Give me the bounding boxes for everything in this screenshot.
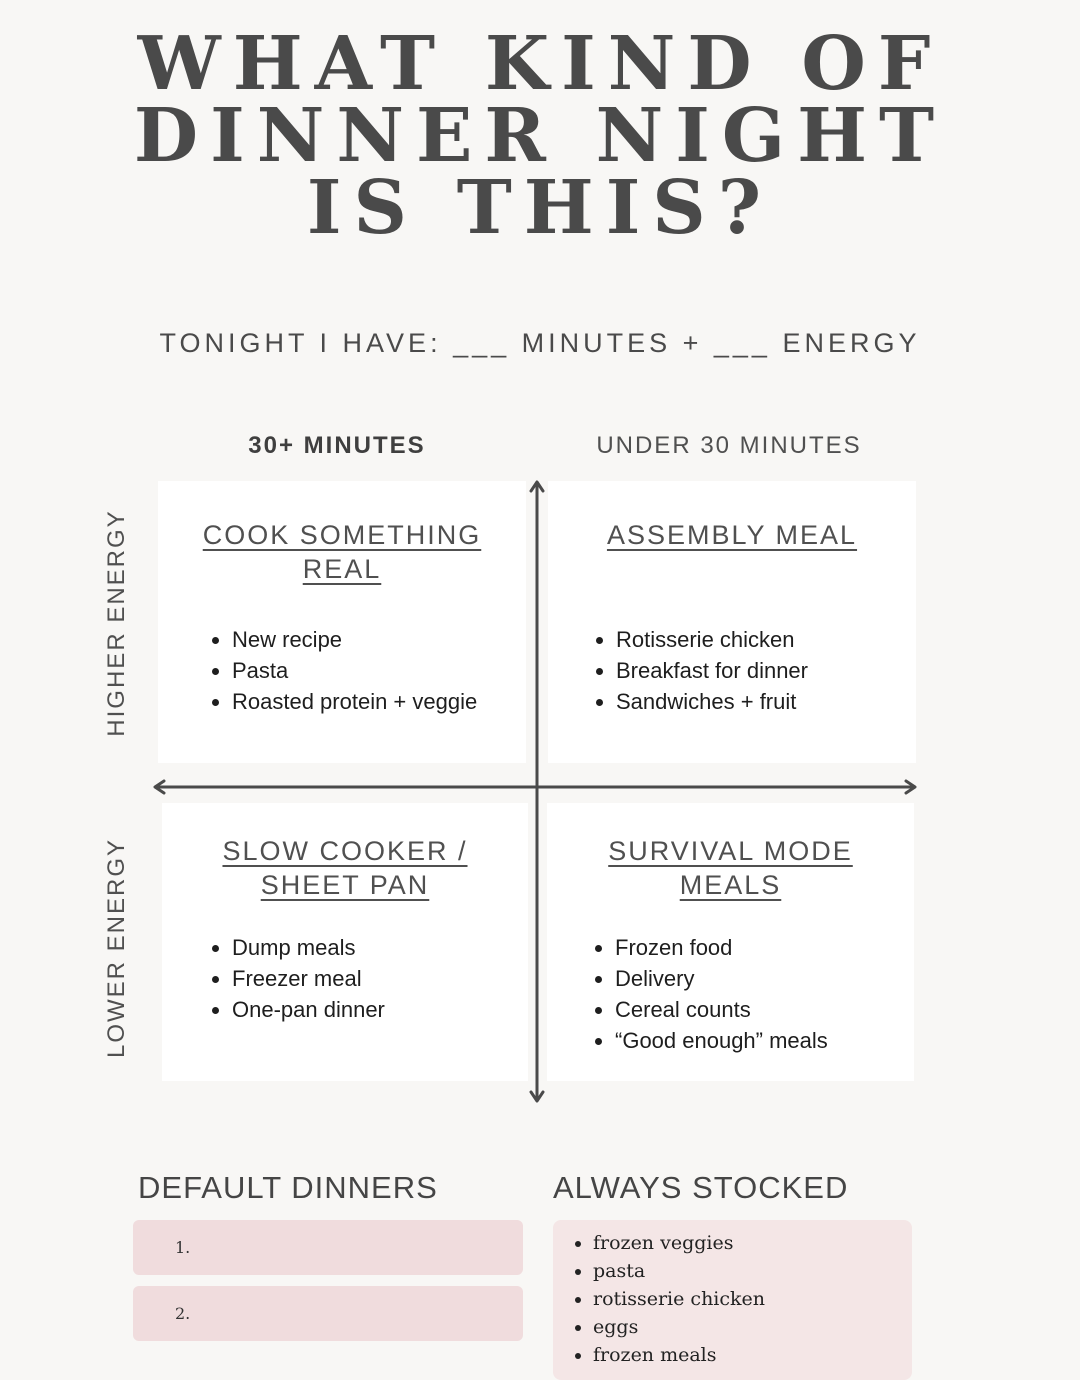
slot-number: 2. — [175, 1304, 191, 1323]
list-item: • Cereal counts — [615, 994, 914, 1025]
quadrant-title-line: SLOW COOKER / — [222, 836, 468, 866]
list-item: • Sandwiches + fruit — [616, 686, 916, 717]
list-item: • pasta — [593, 1257, 912, 1285]
stocked-list — [553, 1229, 912, 1369]
column-label-under-30: UNDER 30 MINUTES — [596, 432, 862, 459]
quadrant-title-line: REAL — [302, 554, 382, 584]
list-item: • frozen meals — [593, 1341, 912, 1369]
list-item: • frozen veggies — [593, 1229, 912, 1257]
list-item: • rotisserie chicken — [593, 1285, 912, 1313]
row-label-lower-energy: LOWER ENERGY — [103, 837, 130, 1059]
list-item: • New recipe — [232, 624, 526, 655]
always-stocked-panel — [553, 1220, 912, 1380]
default-dinner-slot-1[interactable] — [133, 1220, 523, 1275]
list-item: • eggs — [593, 1313, 912, 1341]
title-line-2: DINNER NIGHT — [133, 93, 947, 179]
quadrant-title-line: MEALS — [679, 870, 782, 900]
slot-number: 1. — [175, 1238, 191, 1257]
row-label-higher-energy: HIGHER ENERGY — [103, 509, 130, 737]
list-item: • Frozen food — [615, 932, 914, 963]
list-item: • “Good enough” meals — [615, 1025, 914, 1056]
quadrant-title-line: ASSEMBLY MEAL — [606, 520, 858, 550]
list-item: • Freezer meal — [232, 963, 528, 994]
title-line-1: WHAT KIND OF — [137, 21, 943, 107]
default-dinners-title: DEFAULT DINNERS — [138, 1170, 438, 1205]
quadrant-title-line: COOK SOMETHING — [202, 520, 482, 550]
list-item: • Delivery — [615, 963, 914, 994]
always-stocked-title: ALWAYS STOCKED — [553, 1170, 849, 1205]
title-line-3: IS THIS? — [306, 165, 774, 251]
quadrant-title-line: SHEET PAN — [260, 870, 430, 900]
list-item: • Breakfast for dinner — [616, 655, 916, 686]
list-item: • Dump meals — [232, 932, 528, 963]
quadrant-title-line: SURVIVAL MODE — [608, 836, 853, 866]
default-dinner-slot-2[interactable] — [133, 1286, 523, 1341]
energy-prompt: TONIGHT I HAVE: ___ MINUTES + ___ ENERGY — [159, 328, 921, 358]
list-item: • Pasta — [232, 655, 526, 686]
column-label-30-plus: 30+ MINUTES — [248, 432, 426, 459]
list-item: • Rotisserie chicken — [616, 624, 916, 655]
list-item: • Roasted protein + veggie — [232, 686, 526, 717]
list-item: • One-pan dinner — [232, 994, 528, 1025]
